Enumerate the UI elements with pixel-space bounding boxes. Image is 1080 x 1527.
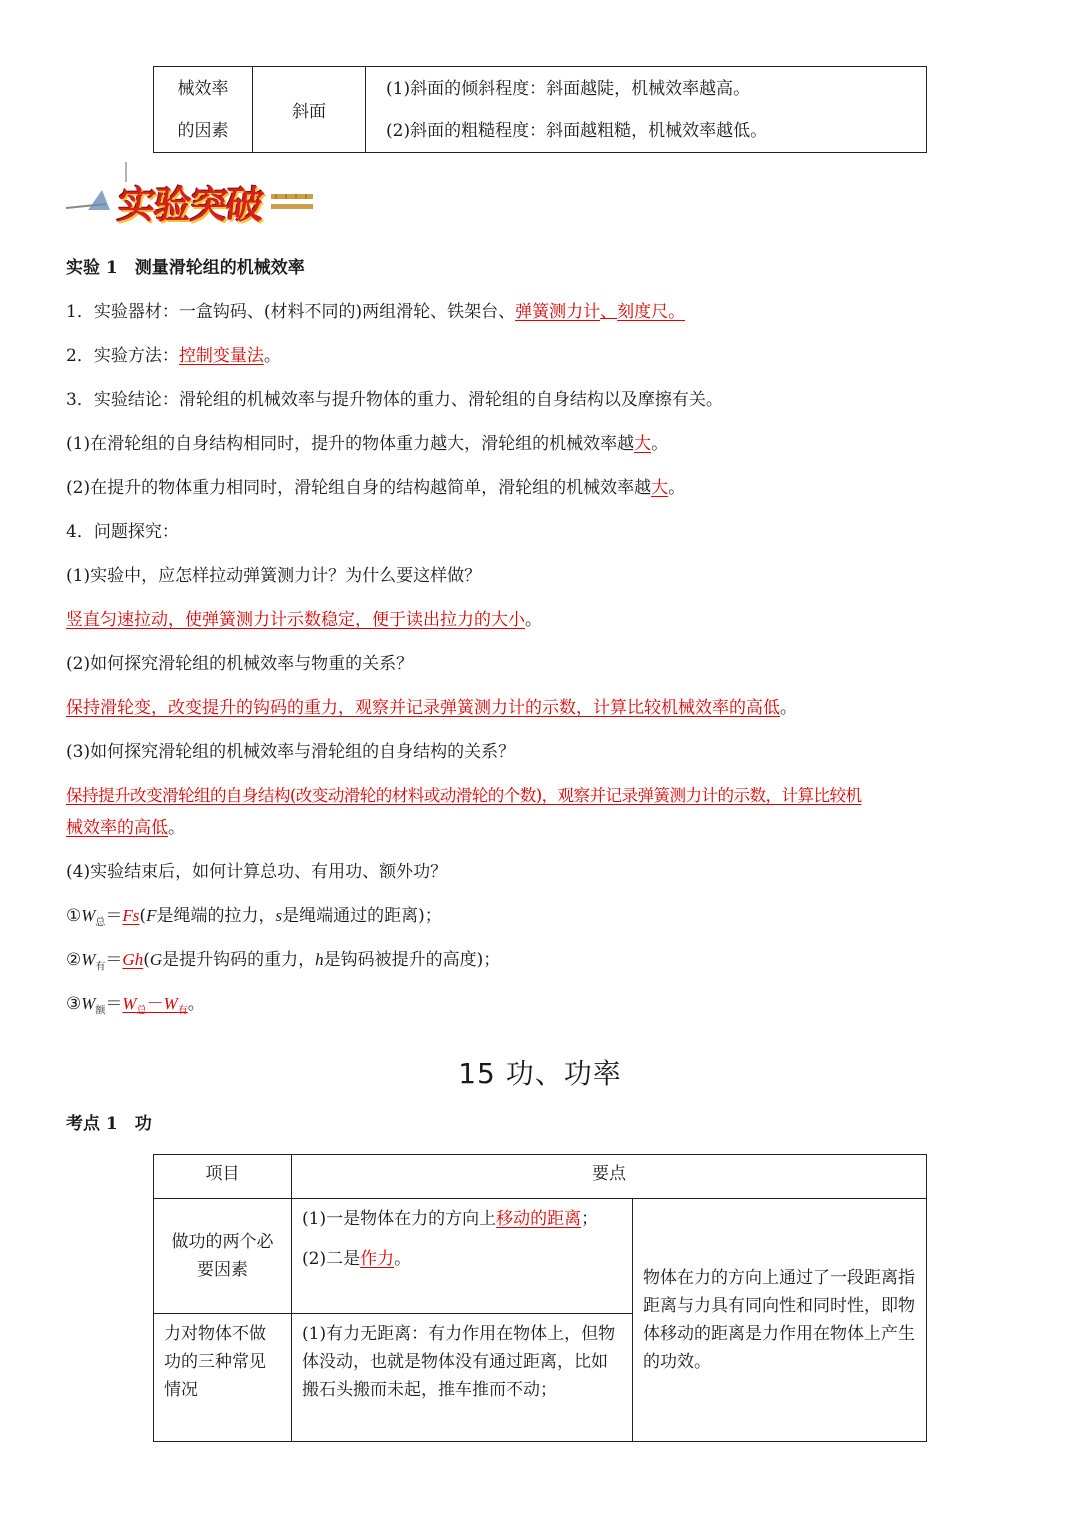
text: 有 [95, 961, 106, 973]
top-table-col3 [366, 67, 927, 153]
top-table [153, 66, 927, 153]
text: ① [66, 906, 82, 926]
text: 总 [95, 917, 106, 929]
col1-line: 的因素 [177, 120, 229, 141]
formula-useful-work [66, 948, 500, 979]
line-conclusion-1 [66, 432, 668, 456]
row2-label: 力对物体不做功的三种常见情况 [154, 1314, 292, 1442]
header-points: 要点 [292, 1155, 927, 1199]
answer-2 [66, 696, 797, 720]
top-table-col1 [154, 67, 253, 153]
right-note: 物体在力的方向上通过了一段距离指距离与力具有同向性和同时性，即物体移动的距离是力作用在物体上产生的功效。 [633, 1199, 927, 1442]
line-conclusion: 3．实验结论：滑轮组的机械效率与提升物体的重力、滑轮组的自身结构以及摩擦有关。 [66, 390, 723, 410]
text: 是提升钩码的重力， [162, 950, 316, 970]
answer: Fs [122, 906, 140, 925]
text: 总 [136, 1005, 147, 1017]
answer-3-line2 [66, 816, 185, 840]
banner-text: 实验突破 [115, 183, 264, 227]
text: 。 [187, 994, 205, 1014]
text: G [149, 950, 163, 969]
text: (2)在提升的物体重力相同时，滑轮组自身的结构越简单，滑轮组的机械效率越 [66, 478, 652, 498]
row1-label: 做功的两个必要因素 [154, 1199, 292, 1314]
question-4: (4)实验结束后，如何计算总功、有用功、额外功？ [66, 862, 448, 882]
text: ； [581, 1209, 599, 1229]
col1-line: 械效率 [177, 78, 229, 99]
text: ② [66, 950, 82, 970]
work-table [153, 1154, 927, 1442]
text: ( [143, 950, 150, 970]
text: 。 [668, 478, 686, 498]
text: － [146, 994, 164, 1014]
text: 额 [95, 1005, 106, 1017]
answer: Gh [122, 950, 144, 969]
line-equipment [66, 300, 685, 324]
text: (2)二是 [302, 1249, 361, 1269]
line-method [66, 344, 281, 368]
text: 是绳端通过的距离)； [282, 906, 442, 926]
text: F [146, 906, 157, 925]
text: 是钩码被提升的高度)； [323, 950, 501, 970]
answer: 作力 [360, 1249, 395, 1269]
row2-points: (1)有力无距离：有力作用在物体上，但物体没动，也就是物体没有通过距离，比如搬石头搬而未起，推车推而不动； [292, 1314, 633, 1442]
answer: 保持提升改变滑轮组的自身结构(改变动滑轮的材料或动滑轮的个数)，观察并记录弹簧测力计的示数，计算比较机 [66, 786, 862, 805]
text: 。 [780, 698, 797, 718]
text: ＝ [105, 950, 123, 970]
text: 。 [394, 1249, 412, 1269]
row1-point2 [302, 1245, 622, 1273]
text: ＝ [105, 994, 123, 1014]
text: h [315, 950, 324, 969]
text: W [81, 906, 96, 925]
row1-points [292, 1199, 633, 1314]
answer: 刻度尺。 [617, 302, 686, 322]
text: 有 [177, 1005, 188, 1017]
row1-point1 [302, 1205, 622, 1233]
text: 。 [525, 610, 542, 630]
text: (1)一是物体在力的方向上 [302, 1209, 497, 1229]
col3-line: (1)斜面的倾斜程度：斜面越陡，机械效率越高。 [386, 78, 751, 99]
col3-line: (2)斜面的粗糙程度：斜面越粗糙，机械效率越低。 [386, 120, 768, 141]
answer: 大 [634, 434, 652, 454]
line-conclusion-2 [66, 476, 685, 500]
text: ③ [66, 994, 82, 1014]
question-2: (2)如何探究滑轮组的机械效率与物重的关系？ [66, 654, 414, 674]
line-inquiry: 4．问题探究： [66, 522, 179, 542]
kaodian-title: 考点 1 功 [66, 1114, 152, 1134]
text: (1)在滑轮组的自身结构相同时，提升的物体重力越大，滑轮组的机械效率越 [66, 434, 635, 454]
answer [122, 994, 188, 1017]
header-item: 项目 [154, 1155, 292, 1199]
text: s [275, 906, 283, 925]
text: W [163, 994, 178, 1013]
formula-extra-work [66, 992, 205, 1023]
section-heading: 15 功、功率 [458, 1057, 622, 1090]
text: 。 [651, 434, 669, 454]
answer: 保持滑轮变，改变提升的钩码的重力，观察并记录弹簧测力计的示数，计算比较机械效率的高低 [66, 698, 780, 718]
text: 1．实验器材：一盒钩码、(材料不同的)两组滑轮、铁架台、 [66, 302, 516, 322]
text: ＝ [105, 906, 123, 926]
question-1: (1)实验中，应怎样拉动弹簧测力计？为什么要这样做？ [66, 566, 482, 586]
answer: 大 [651, 478, 669, 498]
text: 。 [263, 346, 281, 366]
answer: 弹簧测力计 [515, 302, 601, 322]
experiment-title: 实验 1 测量滑轮组的机械效率 [66, 258, 305, 278]
top-table-col2: 斜面 [253, 67, 366, 153]
text: W [122, 994, 137, 1013]
answer: 械效率的高低 [66, 818, 168, 838]
answer-1 [66, 608, 542, 632]
text: 。 [168, 818, 185, 838]
text: 2．实验方法： [66, 346, 179, 366]
formula-total-work [66, 904, 442, 935]
answer: 移动的距离 [496, 1209, 582, 1229]
text: ( [139, 906, 147, 926]
answer: 竖直匀速拉动，使弹簧测力计示数稳定，便于读出拉力的大小 [66, 610, 525, 630]
answer-3-line1 [66, 784, 861, 808]
text: W [81, 994, 96, 1013]
text: W [81, 950, 96, 969]
text: 是绳端的拉力， [156, 906, 276, 926]
text: 、 [600, 302, 618, 322]
experiment-banner [66, 160, 316, 230]
answer: 控制变量法 [178, 346, 264, 366]
question-3: (3)如何探究滑轮组的机械效率与滑轮组的自身结构的关系？ [66, 742, 516, 762]
